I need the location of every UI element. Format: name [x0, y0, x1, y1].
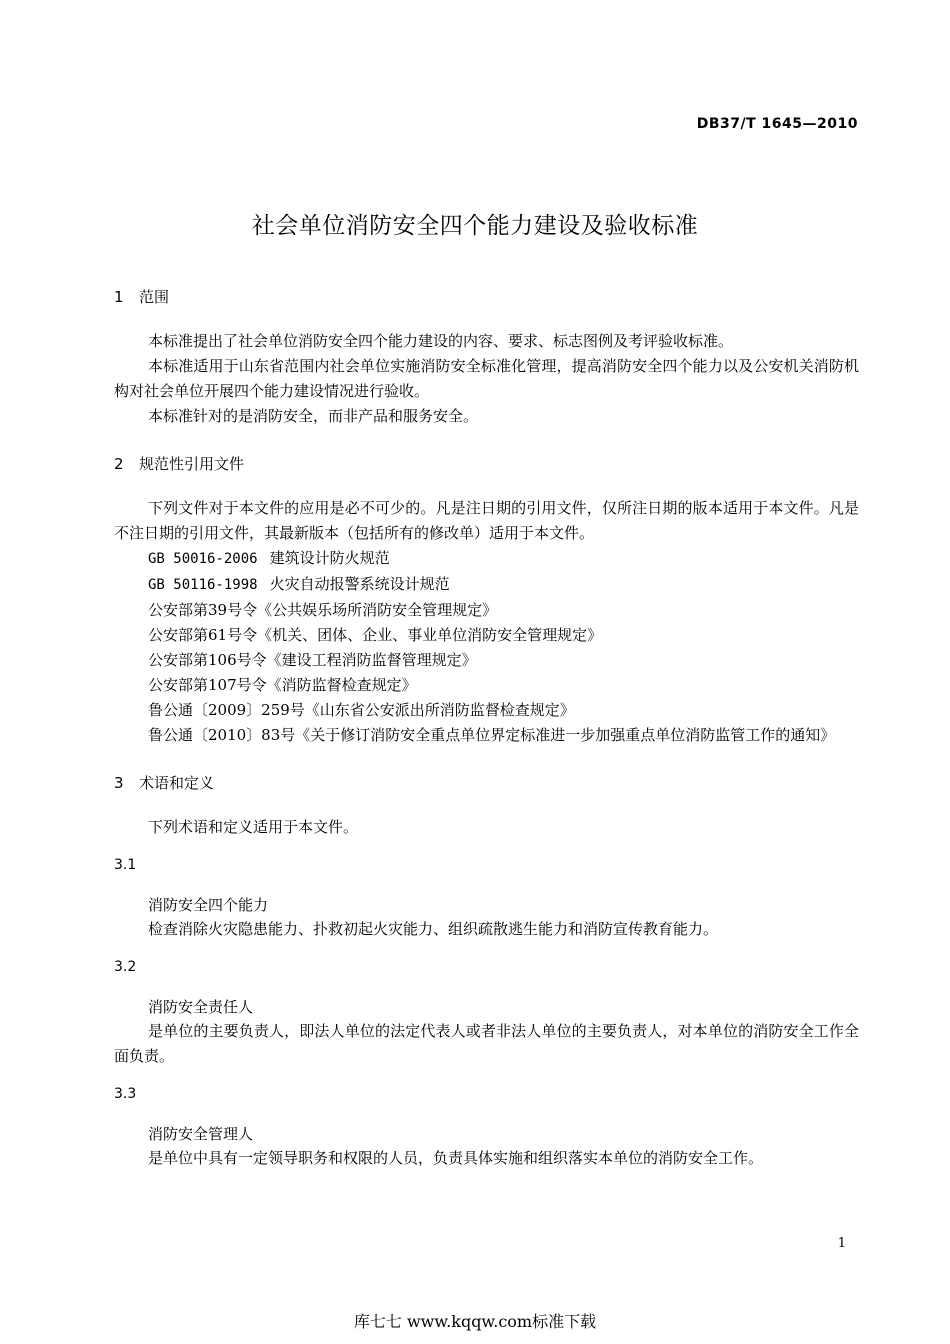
- section-heading-terms: [114, 772, 859, 794]
- section-title: 规范性引用文件: [139, 455, 245, 473]
- paragraph: 下列文件对于本文件的应用是必不可少的。凡是注日期的引用文件，仅所注日期的版本适用于本文件。凡是不注日期的引用文件，其最新版本（包括所有的修改单）适用于本文件。: [114, 499, 859, 542]
- reference-code: GB 50016-2006: [148, 551, 258, 567]
- reference-item: 公安部第61号令《机关、团体、企业、事业单位消防安全管理规定》: [148, 626, 603, 644]
- reference-item: [114, 546, 859, 572]
- reference-item: 公安部第106号令《建设工程消防监督管理规定》: [148, 651, 477, 669]
- section-number: 2: [114, 455, 124, 473]
- term-definition: 是单位的主要负责人，即法人单位的法定代表人或者非法人单位的主要负责人，对本单位的消防安全工作全面负责。: [114, 1022, 859, 1065]
- reference-item: 鲁公通〔2009〕259号《山东省公安派出所消防监督检查规定》: [148, 701, 575, 719]
- term-number: 3.3: [114, 1086, 137, 1102]
- section-number: 3: [114, 774, 124, 792]
- reference-item: 公安部第39号令《公共娱乐场所消防安全管理规定》: [148, 601, 498, 619]
- term-name: 消防安全管理人: [148, 1125, 254, 1143]
- term-name: 消防安全责任人: [148, 998, 254, 1016]
- document-title: 社会单位消防安全四个能力建设及验收标准: [251, 213, 699, 239]
- document-body: [114, 286, 859, 1171]
- reference-name: 火灾自动报警系统设计规范: [269, 575, 450, 593]
- section-number: 1: [114, 288, 124, 306]
- reference-item: 公安部第107号令《消防监督检查规定》: [148, 676, 417, 694]
- term-definition: 检查消除火灾隐患能力、扑救初起火灾能力、组织疏散逃生能力和消防宣传教育能力。: [148, 920, 719, 938]
- footer-watermark: 库七七 www.kqqw.com标准下载: [353, 1312, 597, 1331]
- paragraph: 本标准针对的是消防安全，而非产品和服务安全。: [148, 407, 479, 425]
- term-name: 消防安全四个能力: [148, 896, 269, 914]
- paragraph: 下列术语和定义适用于本文件。: [148, 818, 359, 836]
- reference-item: 鲁公通〔2010〕83号《关于修订消防安全重点单位界定标准进一步加强重点单位消防监管工作的通知》: [148, 726, 836, 744]
- page-number: 1: [837, 1236, 846, 1251]
- paragraph: 本标准提出了社会单位消防安全四个能力建设的内容、要求、标志图例及考评验收标准。: [148, 332, 734, 350]
- term-number: 3.1: [114, 857, 137, 873]
- section-heading-normative-references: [114, 453, 859, 475]
- section-heading-scope: [114, 286, 859, 308]
- reference-code: GB 50116-1998: [148, 577, 258, 593]
- section-title: 术语和定义: [139, 774, 215, 792]
- term-number: 3.2: [114, 959, 137, 975]
- reference-name: 建筑设计防火规范: [269, 549, 390, 567]
- term-definition: 是单位中具有一定领导职务和权限的人员，负责具体实施和组织落实本单位的消防安全工作。: [148, 1149, 764, 1167]
- section-title: 范围: [139, 288, 170, 306]
- reference-item: [114, 572, 859, 598]
- document-code: DB37/T 1645—2010: [696, 116, 858, 132]
- paragraph: 本标准适用于山东省范围内社会单位实施消防安全标准化管理，提高消防安全四个能力以及公安机关消防机构对社会单位开展四个能力建设情况进行验收。: [114, 357, 859, 400]
